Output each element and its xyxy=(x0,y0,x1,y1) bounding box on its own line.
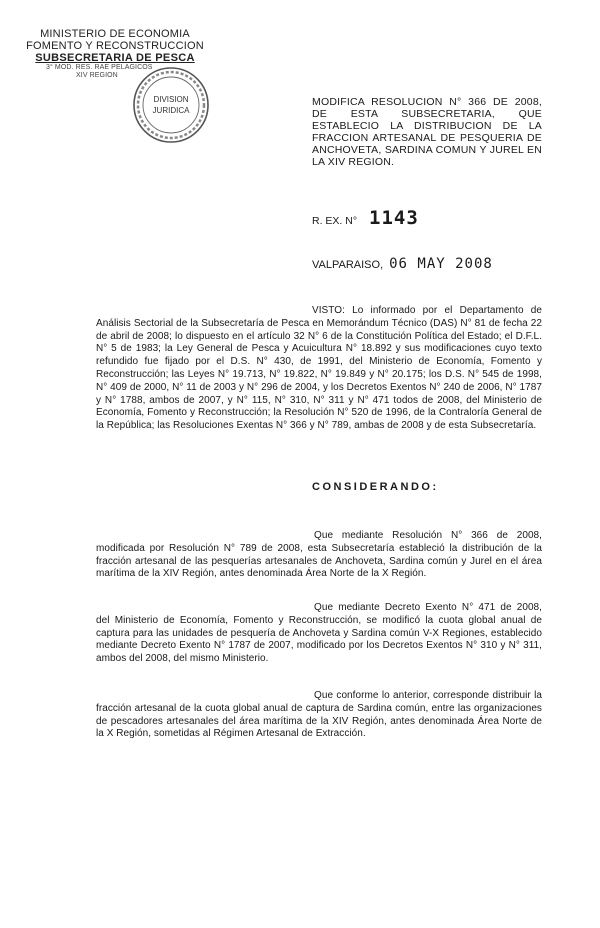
juridical-division-stamp xyxy=(130,64,212,146)
considerando-paragraph-3 xyxy=(96,690,542,741)
considerando-heading: CONSIDERANDO: xyxy=(312,481,439,493)
letterhead-region: XIV REGION xyxy=(76,72,118,79)
resolution-number: 1143 xyxy=(369,207,419,229)
letterhead-subsecretaria: SUBSECRETARIA DE PESCA xyxy=(35,52,195,64)
considerando-text-1: Que mediante Resolución N° 366 de 2008, modificada por Resolución N° 789 de 2008, esta Subsecretaría estableció la distribución de la fracción artesanal de las pesquerías artesanales de Anchoveta, Sardina común y Jurel en el área marítima de la XIV Región, antes denominada Área Norte de la X Región. xyxy=(96,530,542,580)
resolution-number-line xyxy=(312,207,419,229)
resolution-label: R. EX. N° xyxy=(312,215,358,227)
stamp-text-1: DIVISION xyxy=(153,95,189,104)
visto-text: VISTO: Lo informado por el Departamento de Análisis Sectorial de la Subsecretaría de Pesca en Memorándum Técnico (DAS) N° 81 de fecha 22 de abril de 2008; lo dispuesto en el artículo 32 N° 6 de la Constitución Política del Estado; el D.F.L. N° 5 de 1983; la Ley General de Pesca y Acuicultura N° 18.892 y sus modificaciones cuyo texto refundido fue fijado por el D.S. N° 430, de 1991, del Ministerio de Economía, Fomento y Reconstrucción; las Leyes N° 19.713, N° 19.822, N° 19.849 y N° 20.175; los D.S. N° 545 de 1998, N° 409 de 2000, N° 11 de 2003 y N° 296 de 2004, y los Decretos Exentos N° 240 de 2006, N° 1787 y N° 1788, ambos de 2007, y N° 115, N° 310, N° 311 y N° 471 todos de 2008, del Ministerio de Economía, Fomento y Reconstrucción; la Resolución N° 520 de 1996, de la Contraloría General de la República; las Resoluciones Exentas N° 366 y N° 789, ambas de 2008 y de esta Subsecretaría. xyxy=(96,305,542,432)
letterhead-reference: 3° MOD. RES. RAE PELAGICOS xyxy=(46,64,153,71)
resolution-subject: MODIFICA RESOLUCION N° 366 DE 2008, DE ESTA SUBSECRETARIA, QUE ESTABLECIO LA DISTRIBUCION DE LA FRACCION ARTESANAL DE PESQUERIA DE ANCHOVETA, SARDINA COMUN Y JUREL EN LA XIV REGION. xyxy=(312,96,542,168)
stamp-text-2: JURIDICA xyxy=(152,106,190,115)
considerando-text-2: Que mediante Decreto Exento N° 471 de 2008, del Ministerio de Economía, Fomento y Reconstrucción, se modificó la cuota global anual de captura para las unidades de pesquería de Anchoveta y Sardina común V-X Regiones, establecido mediante Decreto Exento N° 1787 de 2007, modificado por los Decretos Exentos N° 310 y N° 311, ambos del 2008, del mismo Ministerio. xyxy=(96,602,542,665)
considerando-paragraph-2 xyxy=(96,602,542,666)
letterhead-ministry-2: FOMENTO Y RECONSTRUCCION xyxy=(26,40,204,52)
visto-paragraph xyxy=(96,305,542,433)
considerando-paragraph-1 xyxy=(96,530,542,581)
place: VALPARAISO, xyxy=(312,259,384,271)
letterhead-ministry: MINISTERIO DE ECONOMIA xyxy=(40,28,190,40)
date-stamp: 06 MAY 2008 xyxy=(389,256,493,272)
considerando-text-3: Que conforme lo anterior, corresponde distribuir la fracción artesanal de la cuota global anual de captura de Sardina común, entre las organizaciones de pescadores artesanales del área marítima de la XIV Región, antes denominada Área Norte de la X Región, sometidas al Régimen Artesanal de Extracción. xyxy=(96,690,542,740)
place-date-line xyxy=(312,256,493,272)
